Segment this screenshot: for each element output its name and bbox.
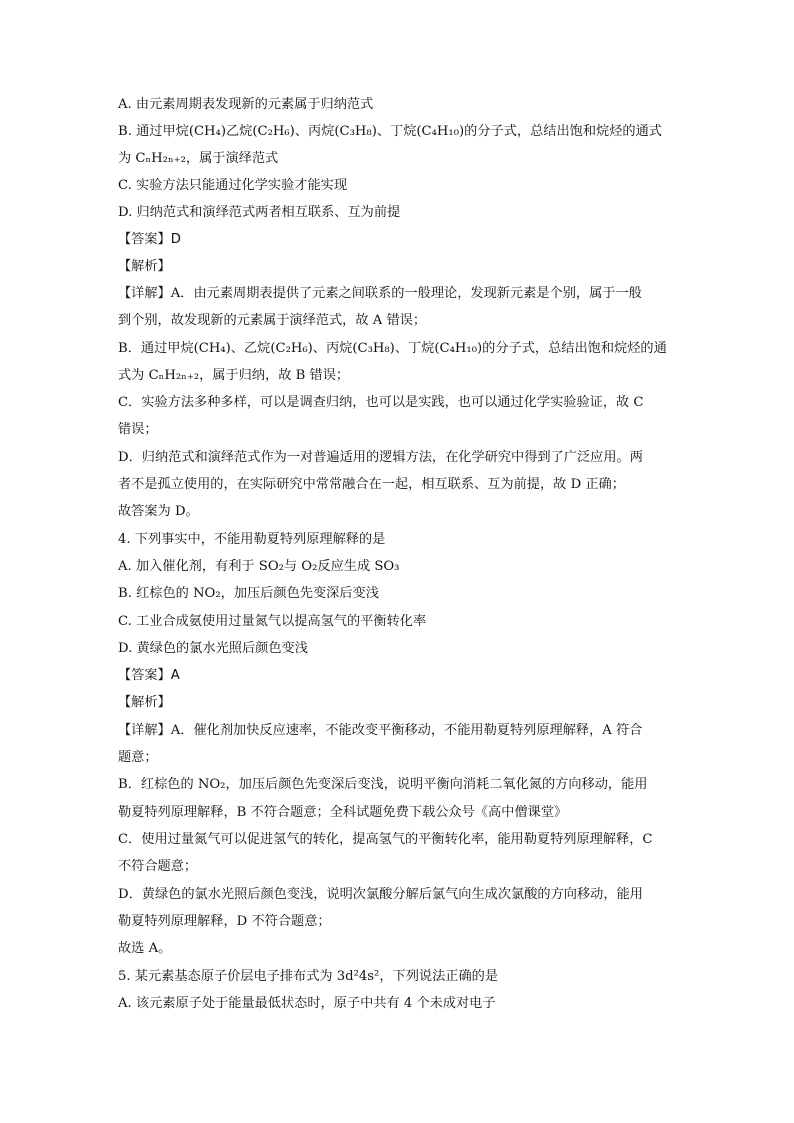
q3-option-a: A. 由元素周期表发现新的元素属于归纳范式 (118, 97, 374, 112)
q3-detail-line5: C．实验方法多种多样，可以是调查归纳，也可以是实践，也可以通过化学实验验证，故 C (118, 395, 644, 410)
q3-conclusion: 故答案为 D。 (118, 504, 199, 519)
q4-answer: 【答案】A (118, 668, 180, 683)
q4-detail-line3: B．红棕色的 NO₂，加压后颜色先变深后变浅，说明平衡向消耗二氧化氮的方向移动，能用 (118, 777, 648, 792)
q3-option-b-line2: 为 CₙH₂ₙ₊₂，属于演绎范式 (118, 151, 279, 166)
q4-stem: 4. 下列事实中，不能用勒夏特列原理解释的是 (118, 532, 386, 547)
q4-detail-line4: 勒夏特列原理解释，B 不符合题意；全科试题免费下载公众号《高中僧课堂》 (118, 805, 568, 820)
q4-detail-line2: 题意； (118, 750, 158, 765)
q3-answer: 【答案】D (118, 232, 181, 247)
q3-detail-line6: 错误； (118, 422, 158, 437)
q3-detail-line2: 到个别，故发现新的元素属于演绎范式，故 A 错误； (118, 313, 427, 328)
q3-detail-line8: 者不是孤立使用的，在实际研究中常常融合在一起，相互联系、互为前提，故 D 正确； (118, 477, 625, 492)
q3-detail-line4: 式为 CₙH₂ₙ₊₂，属于归纳，故 B 错误； (118, 368, 350, 383)
q3-option-d: D. 归纳范式和演绎范式两者相互联系、互为前提 (118, 205, 401, 220)
q3-option-b-line1: B. 通过甲烷(CH₄)乙烷(C₂H₆)、丙烷(C₃H₈)、丁烷(C₄H₁₀)的分子式，总结出饱和烷烃的通式 (118, 124, 662, 139)
q4-detail-line6: 不符合题意； (118, 859, 198, 874)
q4-detail-line5: C．使用过量氮气可以促进氢气的转化，提高氢气的平衡转化率，能用勒夏特列原理解释，C (118, 832, 653, 847)
q4-option-a: A. 加入催化剂，有利于 SO₂与 O₂反应生成 SO₃ (118, 559, 400, 574)
q5-stem: 5. 某元素基态原子价层电子排布式为 3d²4s²，下列说法正确的是 (118, 969, 499, 984)
q4-option-d: D. 黄绿色的氯水光照后颜色变浅 (118, 641, 308, 656)
q4-detail-line8: 勒夏特列原理解释，D 不符合题意； (118, 914, 331, 929)
q3-option-c: C. 实验方法只能通过化学实验才能实现 (118, 178, 348, 193)
q4-conclusion: 故选 A。 (118, 941, 172, 956)
q3-analysis-heading: 【解析】 (118, 259, 171, 274)
q5-option-a: A. 该元素原子处于能量最低状态时，原子中共有 4 个未成对电子 (118, 996, 496, 1011)
q3-detail-line1: 【详解】A．由元素周期表提供了元素之间联系的一般理论，发现新元素是个别，属于一般 (118, 286, 642, 301)
q4-option-b: B. 红棕色的 NO₂，加压后颜色先变深后变浅 (118, 586, 379, 601)
q4-analysis-heading: 【解析】 (118, 695, 171, 710)
q3-detail-line3: B．通过甲烷(CH₄)、乙烷(C₂H₆)、丙烷(C₃H₈)、丁烷(C₄H₁₀)的分子式，总结出饱和烷烃的通 (118, 341, 667, 356)
q3-detail-line7: D．归纳范式和演绎范式作为一对普遍适用的逻辑方法，在化学研究中得到了广泛应用。两 (118, 450, 643, 465)
q4-option-c: C. 工业合成氨使用过量氮气以提高氢气的平衡转化率 (118, 614, 427, 629)
q4-detail-line1: 【详解】A．催化剂加快反应速率，不能改变平衡移动，不能用勒夏特列原理解释，A 符合 (118, 723, 643, 738)
q4-detail-line7: D．黄绿色的氯水光照后颜色变浅，说明次氯酸分解后氯气向生成次氯酸的方向移动，能用 (118, 887, 643, 902)
